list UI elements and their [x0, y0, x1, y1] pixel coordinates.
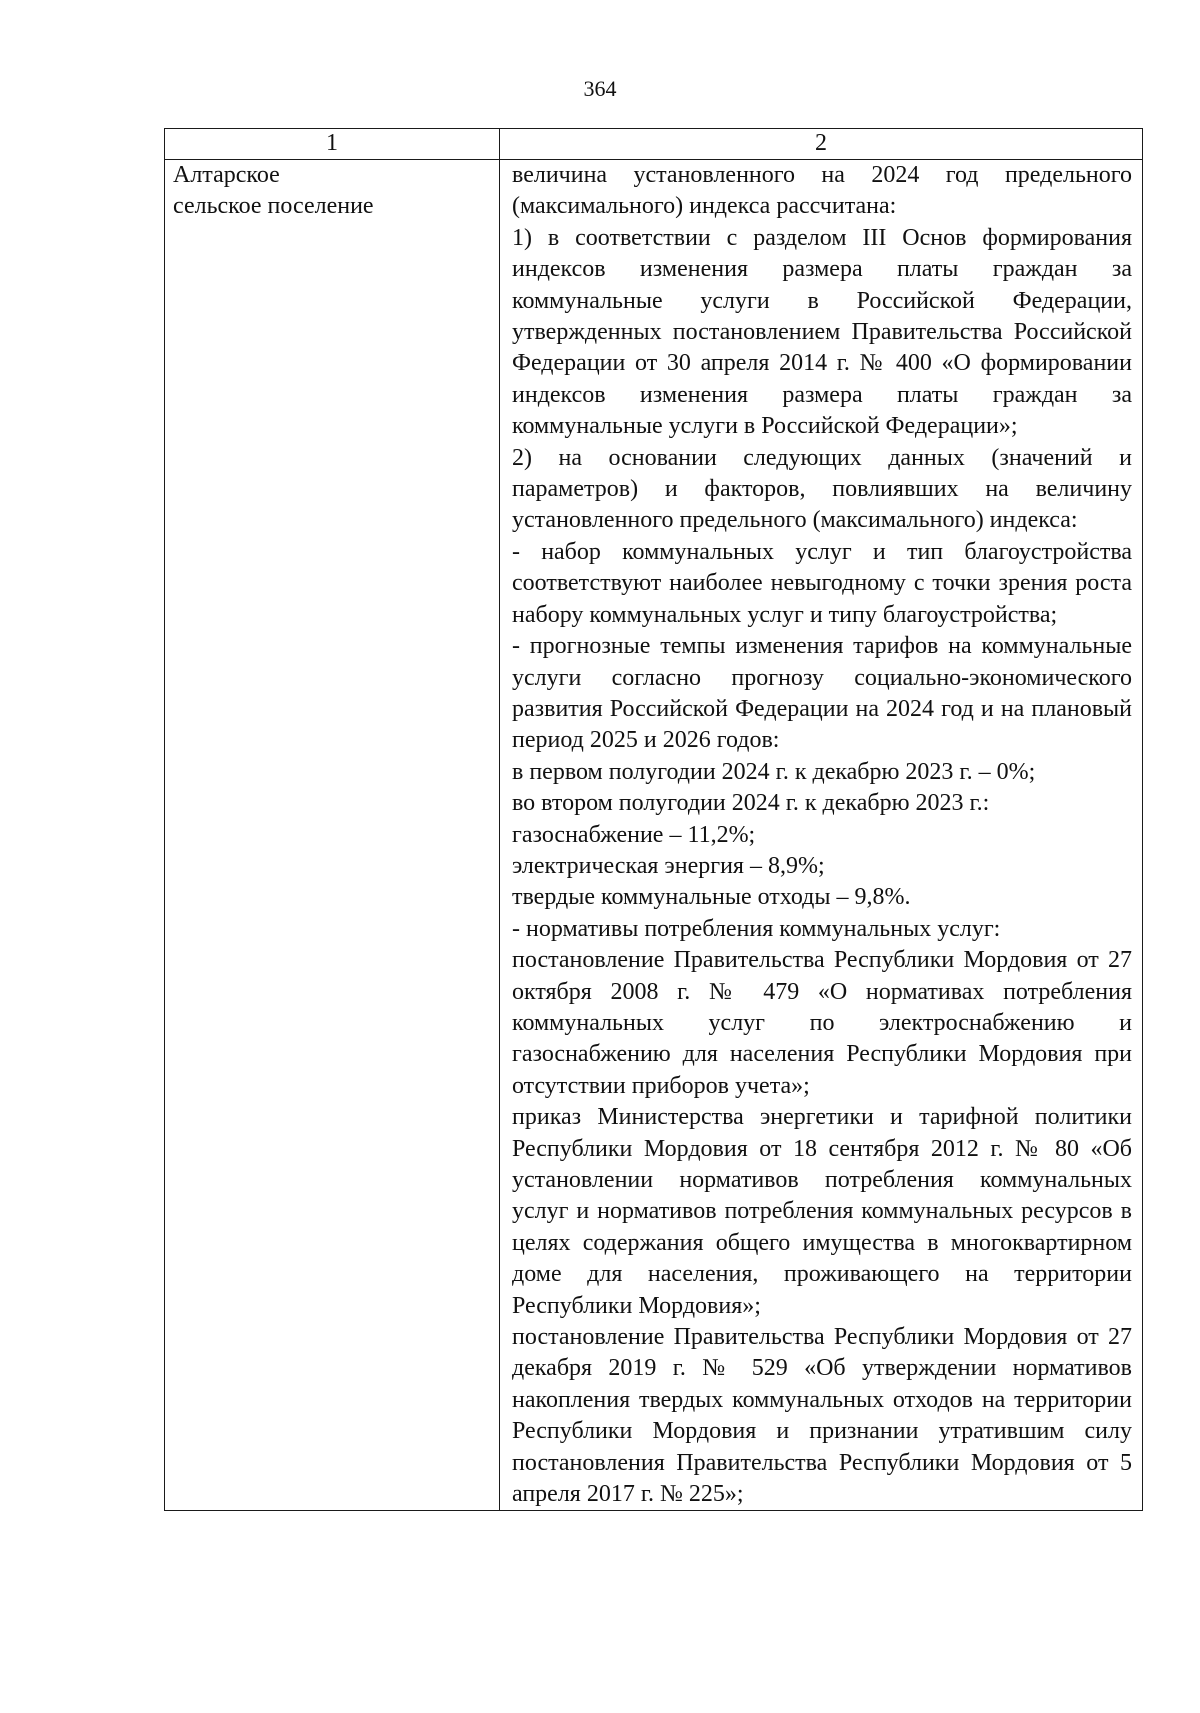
paragraph: - прогнозные темпы изменения тарифов на коммунальные услуги согласно прогнозу социально-экономического развития Российской Федерации на 2024 год и на плановый период 2025 и 2026 годов:	[512, 633, 1132, 754]
column-header-2: 2	[500, 129, 1143, 160]
paragraph: 2) на основании следующих данных (значений и параметров) и факторов, повлиявших на величину установленного предельного (максимального) индекса:	[512, 444, 1132, 534]
indices-table	[164, 128, 1143, 1511]
settlement-cell	[165, 160, 500, 1511]
paragraph: электрическая энергия – 8,9%;	[512, 852, 825, 879]
column-header-1: 1	[165, 129, 500, 160]
paragraph: постановление Правительства Республики Мордовия от 27 октября 2008 г. № 479 «О нормативах потребления коммунальных услуг по электроснабжению и газоснабжению для населения Республики Мордовия при отсутствии приборов учета»;	[512, 947, 1132, 1099]
table-row	[165, 160, 1143, 1511]
page-number: 364	[583, 76, 617, 101]
paragraph: в первом полугодии 2024 г. к декабрю 2023 г. – 0%;	[512, 758, 1036, 785]
table-header-row	[165, 129, 1143, 160]
paragraph: - нормативы потребления коммунальных услуг:	[512, 915, 1001, 942]
paragraph: величина установленного на 2024 год предельного (максимального) индекса рассчитана:	[512, 162, 1132, 220]
paragraph: - набор коммунальных услуг и тип благоустройства соответствуют наиболее невыгодному с точки зрения роста набору коммунальных услуг и типу благоустройства;	[512, 538, 1132, 628]
paragraph: приказ Министерства энергетики и тарифной политики Республики Мордовия от 18 сентября 2012 г. № 80 «Об установлении нормативов потребления коммунальных услуг и нормативов потребления коммунальных ресурсов в целях содержания общего имущества в многоквартирном доме для населения, проживающего на территории Республики Мордовия»;	[512, 1104, 1132, 1319]
paragraph: постановление Правительства Республики Мордовия от 27 декабря 2019 г. № 529 «Об утверждении нормативов накопления твердых коммунальных отходов на территории Республики Мордовия и признании утратившим силу постановления Правительства Республики Мордовия от 5 апреля 2017 г. № 225»;	[512, 1324, 1132, 1508]
paragraph: во втором полугодии 2024 г. к декабрю 2023 г.:	[512, 790, 990, 817]
settlement-name-line: Алтарское	[173, 162, 280, 188]
paragraph: твердые коммунальные отходы – 9,8%.	[512, 884, 911, 911]
index-description-cell	[500, 160, 1143, 1511]
paragraph: газоснабжение – 11,2%;	[512, 821, 756, 848]
settlement-name-line: сельское поселение	[173, 193, 374, 220]
paragraph: 1) в соответствии с разделом III Основ формирования индексов изменения размера платы граждан за коммунальные услуги в Российской Федерации, утвержденных постановлением Правительства Российской Федерации от 30 апреля 2014 г. № 400 «О формировании индексов изменения размера платы граждан за коммунальные услуги в Российской Федерации»;	[512, 224, 1132, 440]
